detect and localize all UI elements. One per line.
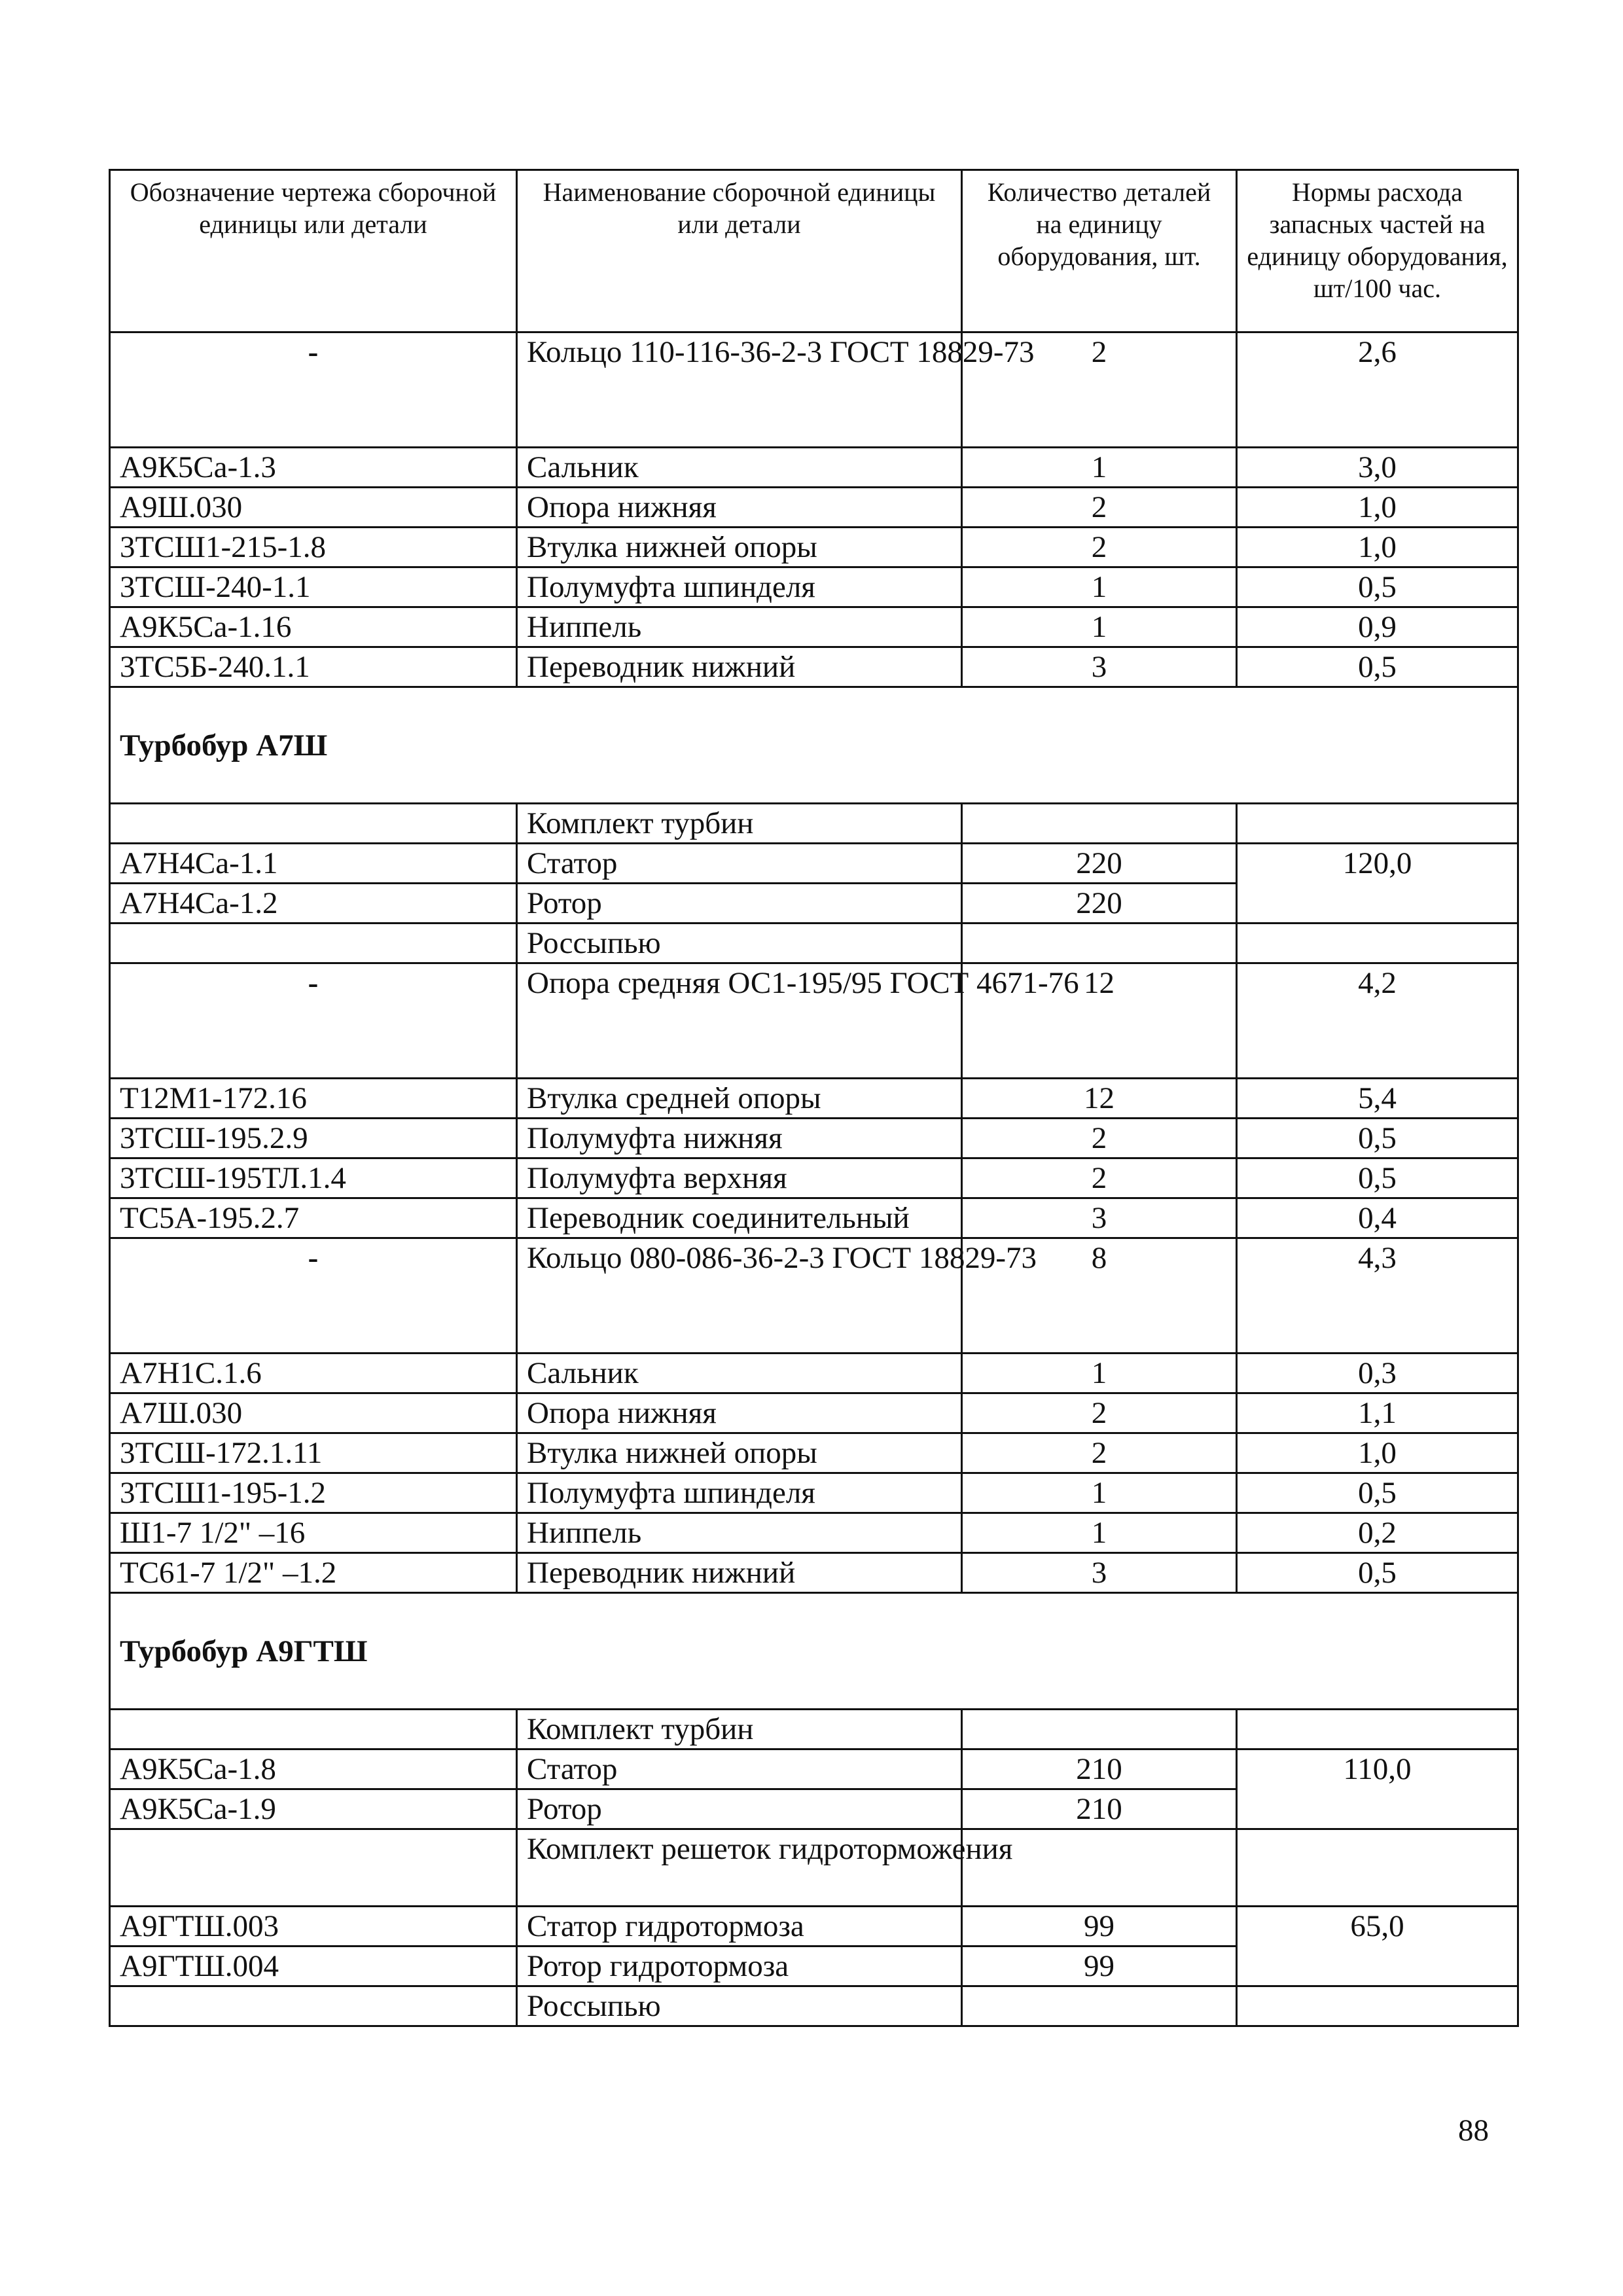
drawing-code-cell: Ш1-7 1/2" –16 <box>110 1513 517 1553</box>
table-row <box>110 804 1518 844</box>
table-row <box>110 1119 1518 1158</box>
table-row <box>110 1433 1518 1473</box>
drawing-code-cell: 3ТСШ-195.2.9 <box>110 1119 517 1158</box>
drawing-code-cell <box>110 924 517 963</box>
quantity-cell: 12 <box>962 1079 1237 1119</box>
page-number: 88 <box>1458 2113 1489 2147</box>
consumption-norm-cell: 0,5 <box>1237 1158 1518 1198</box>
drawing-code-cell: 3ТС5Б-240.1.1 <box>110 647 517 687</box>
consumption-norm-cell: 0,5 <box>1237 1473 1518 1513</box>
part-name-cell: Сальник <box>517 448 962 488</box>
quantity-cell: 1 <box>962 1513 1237 1553</box>
consumption-norm-cell: 1,0 <box>1237 528 1518 567</box>
part-name-cell: Переводник нижний <box>517 647 962 687</box>
part-name-cell: Статор <box>517 1749 962 1789</box>
drawing-code-cell <box>110 1986 517 2026</box>
section-title: Турбобур А7Ш <box>110 687 1518 804</box>
part-name-cell: Комплект турбин <box>517 804 962 844</box>
table-row <box>110 607 1518 647</box>
quantity-cell: 2 <box>962 1119 1237 1158</box>
part-name-cell: Втулка нижней опоры <box>517 1433 962 1473</box>
consumption-norm-cell: 110,0 <box>1237 1749 1518 1829</box>
drawing-code-cell: 3ТСШ-240-1.1 <box>110 567 517 607</box>
part-name-cell: Опора нижняя <box>517 488 962 528</box>
drawing-code-cell: - <box>110 332 517 448</box>
quantity-cell: 2 <box>962 1433 1237 1473</box>
consumption-norm-cell: 5,4 <box>1237 1079 1518 1119</box>
table-row <box>110 1079 1518 1119</box>
table-row <box>110 647 1518 687</box>
part-name-cell: Россыпью <box>517 1986 962 2026</box>
quantity-cell: 8 <box>962 1238 1237 1354</box>
consumption-norm-cell <box>1237 924 1518 963</box>
consumption-norm-cell: 120,0 <box>1237 844 1518 924</box>
table-body <box>110 332 1518 2026</box>
part-name-cell: Полумуфта нижняя <box>517 1119 962 1158</box>
quantity-cell: 3 <box>962 647 1237 687</box>
part-name-cell: Опора нижняя <box>517 1393 962 1433</box>
consumption-norm-cell <box>1237 1829 1518 1907</box>
consumption-norm-cell: 2,6 <box>1237 332 1518 448</box>
part-name-cell: Кольцо 110-116-36-2-3 ГОСТ 18829-73 <box>517 332 962 448</box>
drawing-code-cell: 3ТСШ-195ТЛ.1.4 <box>110 1158 517 1198</box>
consumption-norm-cell <box>1237 804 1518 844</box>
part-name-cell: Статор гидротормоза <box>517 1907 962 1946</box>
consumption-norm-cell: 0,5 <box>1237 567 1518 607</box>
quantity-cell: 2 <box>962 488 1237 528</box>
part-name-cell: Втулка средней опоры <box>517 1079 962 1119</box>
consumption-norm-cell: 0,5 <box>1237 647 1518 687</box>
spare-parts-table <box>109 169 1519 2027</box>
quantity-cell: 1 <box>962 607 1237 647</box>
quantity-cell <box>962 924 1237 963</box>
table-row <box>110 332 1518 448</box>
drawing-code-cell: А9К5Са-1.16 <box>110 607 517 647</box>
table-row <box>110 1393 1518 1433</box>
consumption-norm-cell: 0,9 <box>1237 607 1518 647</box>
header-drawing-code: Обозначение чертежа сборочной единицы или детали <box>110 170 517 332</box>
drawing-code-cell: А9ГТШ.004 <box>110 1946 517 1986</box>
drawing-code-cell <box>110 804 517 844</box>
part-name-cell: Полумуфта шпинделя <box>517 1473 962 1513</box>
table-row <box>110 963 1518 1079</box>
quantity-cell: 210 <box>962 1749 1237 1789</box>
part-name-cell: Опора средняя ОС1-195/95 ГОСТ 4671-76 <box>517 963 962 1079</box>
header-consumption-norm: Нормы расхода запасных частей на единицу оборудования, шт/100 час. <box>1237 170 1518 332</box>
part-name-cell: Ротор <box>517 884 962 924</box>
quantity-cell: 1 <box>962 448 1237 488</box>
part-name-cell: Ниппель <box>517 1513 962 1553</box>
table-row <box>110 1158 1518 1198</box>
consumption-norm-cell: 4,3 <box>1237 1238 1518 1354</box>
quantity-cell: 12 <box>962 963 1237 1079</box>
consumption-norm-cell <box>1237 1986 1518 2026</box>
quantity-cell: 1 <box>962 567 1237 607</box>
table-row <box>110 1238 1518 1354</box>
quantity-cell: 2 <box>962 1393 1237 1433</box>
drawing-code-cell: А9К5Са-1.8 <box>110 1749 517 1789</box>
part-name-cell: Ниппель <box>517 607 962 647</box>
drawing-code-cell: - <box>110 1238 517 1354</box>
table-row <box>110 1710 1518 1749</box>
table-row <box>110 1354 1518 1393</box>
part-name-cell: Втулка нижней опоры <box>517 528 962 567</box>
drawing-code-cell <box>110 1829 517 1907</box>
drawing-code-cell: А9К5Са-1.3 <box>110 448 517 488</box>
table-row <box>110 1986 1518 2026</box>
quantity-cell <box>962 1710 1237 1749</box>
part-name-cell: Сальник <box>517 1354 962 1393</box>
drawing-code-cell: А7Н4Са-1.1 <box>110 844 517 884</box>
consumption-norm-cell <box>1237 1710 1518 1749</box>
drawing-code-cell: А7Н1С.1.6 <box>110 1354 517 1393</box>
part-name-cell: Кольцо 080-086-36-2-3 ГОСТ 18829-73 <box>517 1238 962 1354</box>
consumption-norm-cell: 4,2 <box>1237 963 1518 1079</box>
section-title: Турбобур А9ГТШ <box>110 1593 1518 1710</box>
header-quantity: Количество деталей на единицу оборудования, шт. <box>962 170 1237 332</box>
drawing-code-cell: А9ГТШ.003 <box>110 1907 517 1946</box>
part-name-cell: Комплект турбин <box>517 1710 962 1749</box>
drawing-code-cell: А9К5Са-1.9 <box>110 1789 517 1829</box>
quantity-cell: 99 <box>962 1907 1237 1946</box>
drawing-code-cell <box>110 1710 517 1749</box>
part-name-cell: Полумуфта верхняя <box>517 1158 962 1198</box>
quantity-cell: 99 <box>962 1946 1237 1986</box>
table-row <box>110 844 1518 884</box>
part-name-cell: Россыпью <box>517 924 962 963</box>
consumption-norm-cell: 0,5 <box>1237 1553 1518 1593</box>
drawing-code-cell: 3ТСШ-172.1.11 <box>110 1433 517 1473</box>
drawing-code-cell: ТС61-7 1/2" –1.2 <box>110 1553 517 1593</box>
table-row <box>110 1553 1518 1593</box>
quantity-cell: 1 <box>962 1354 1237 1393</box>
drawing-code-cell: 3ТСШ1-195-1.2 <box>110 1473 517 1513</box>
table-row <box>110 1907 1518 1946</box>
quantity-cell: 2 <box>962 528 1237 567</box>
consumption-norm-cell: 1,0 <box>1237 488 1518 528</box>
quantity-cell: 220 <box>962 844 1237 884</box>
consumption-norm-cell: 3,0 <box>1237 448 1518 488</box>
table-row <box>110 1198 1518 1238</box>
section-row <box>110 687 1518 804</box>
quantity-cell: 2 <box>962 1158 1237 1198</box>
drawing-code-cell: ТС5А-195.2.7 <box>110 1198 517 1238</box>
consumption-norm-cell: 0,5 <box>1237 1119 1518 1158</box>
part-name-cell: Ротор гидротормоза <box>517 1946 962 1986</box>
part-name-cell: Переводник нижний <box>517 1553 962 1593</box>
table-row <box>110 567 1518 607</box>
drawing-code-cell: А7Н4Са-1.2 <box>110 884 517 924</box>
quantity-cell <box>962 1986 1237 2026</box>
table-row <box>110 448 1518 488</box>
consumption-norm-cell: 0,2 <box>1237 1513 1518 1553</box>
part-name-cell: Ротор <box>517 1789 962 1829</box>
header-part-name: Наименование сборочной единицы или детали <box>517 170 962 332</box>
quantity-cell <box>962 804 1237 844</box>
part-name-cell: Комплект решеток гидроторможения <box>517 1829 962 1907</box>
table-row <box>110 1513 1518 1553</box>
drawing-code-cell: - <box>110 963 517 1079</box>
table-row <box>110 528 1518 567</box>
part-name-cell: Статор <box>517 844 962 884</box>
table-row <box>110 1749 1518 1789</box>
quantity-cell: 210 <box>962 1789 1237 1829</box>
drawing-code-cell: А7Ш.030 <box>110 1393 517 1433</box>
quantity-cell: 3 <box>962 1198 1237 1238</box>
consumption-norm-cell: 1,0 <box>1237 1433 1518 1473</box>
part-name-cell: Полумуфта шпинделя <box>517 567 962 607</box>
consumption-norm-cell: 1,1 <box>1237 1393 1518 1433</box>
quantity-cell: 3 <box>962 1553 1237 1593</box>
table-row <box>110 1829 1518 1907</box>
table-row <box>110 924 1518 963</box>
table-row <box>110 488 1518 528</box>
consumption-norm-cell: 65,0 <box>1237 1907 1518 1986</box>
quantity-cell: 220 <box>962 884 1237 924</box>
part-name-cell: Переводник соединительный <box>517 1198 962 1238</box>
section-row <box>110 1593 1518 1710</box>
consumption-norm-cell: 0,4 <box>1237 1198 1518 1238</box>
table-header-row <box>110 170 1518 332</box>
quantity-cell: 1 <box>962 1473 1237 1513</box>
drawing-code-cell: Т12М1-172.16 <box>110 1079 517 1119</box>
drawing-code-cell: 3ТСШ1-215-1.8 <box>110 528 517 567</box>
quantity-cell: 2 <box>962 332 1237 448</box>
drawing-code-cell: А9Ш.030 <box>110 488 517 528</box>
consumption-norm-cell: 0,3 <box>1237 1354 1518 1393</box>
table-row <box>110 1473 1518 1513</box>
